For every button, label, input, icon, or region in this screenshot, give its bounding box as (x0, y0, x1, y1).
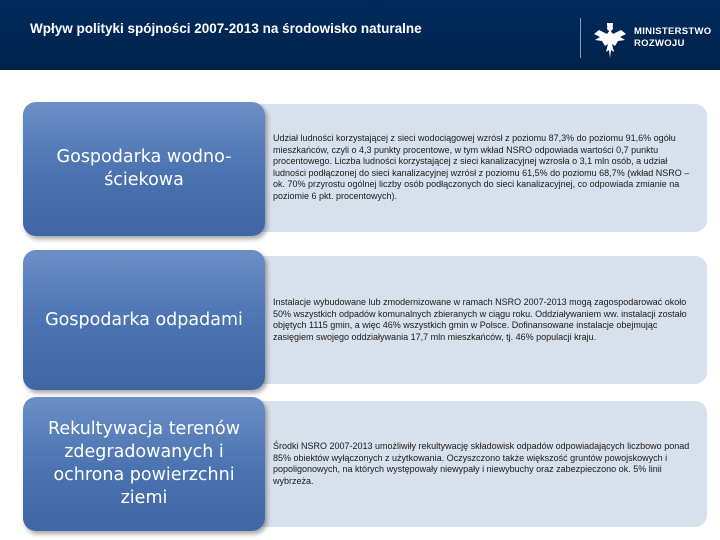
section-label-box (23, 250, 265, 390)
content-panel (245, 401, 707, 527)
section-description: Instalacje wybudowane lub zmodernizowane w ramach NSRO 2007-2013 mogą zagospodarować około 50% wszystkich odpadów komunalnych zbieranych w ciągu roku. Oddziaływaniem ww. instalacji zostało objętych 1115 gmin, a więc 46% wszystkich gmin w Polsce. Dofinansowane instalacje obejmując zasięgiem swojego oddziaływania 17,7 mln mieszkańców, tj. 46% populacji kraju. (273, 296, 687, 342)
page-title: Wpływ polityki spójności 2007-2013 na środowisko naturalne (30, 21, 422, 36)
ministry-line-1: MINISTERSTWO (634, 26, 712, 37)
section-description: Środki NSRO 2007-2013 umożliwiły rekultywację składowisk odpadów odpowiadających liczbowo ponad 85% obiektów wyłączonych z użytkowania. Oczyszczono także większość gruntów powojskowych i popoligonowych, na których występowały niewypały i niewybuchy oraz zabezpieczono ok. 5% linii wybrzeża. (273, 440, 690, 486)
section-description: Udział ludności korzystającej z sieci wodociągowej wzrósł z poziomu 87,3% do poziomu 91,6% ogółu mieszkańców, czyli o 4,3 punkty procentowe, w tym wkład NSRO odpowiada wartości 0,7 punktu procentowego. Liczba ludności korzystającej z sieci kanalizacyjnej wzrosła o 3,1 mln osób, a udział ludności podłączonej do sieci kanalizacyjnej wzrósł z poziomu 61,5% do poziomu 68,7% (wkład NSRO – ok. 70% przyrostu ogólnej liczby osób podłączonych do sieci kanalizacyjnej, co odpowiada zmianie na poziomie 6 pkt. procentowych). (273, 133, 690, 202)
section-label: Gospodarka wodno-ściekowa (56, 147, 232, 190)
polish-eagle-emblem-icon (593, 22, 627, 60)
ministry-line-2: ROZWOJU (634, 38, 685, 49)
section-reclamation (0, 397, 720, 531)
section-label-box (23, 102, 265, 236)
section-water (0, 98, 720, 238)
header-divider (580, 18, 581, 58)
panel-text (273, 133, 693, 203)
content-panel (245, 104, 707, 232)
section-label-box (23, 397, 265, 531)
panel-text (273, 441, 693, 487)
content-panel (245, 256, 707, 384)
panel-text (273, 297, 693, 343)
header-bar (0, 0, 720, 70)
section-label: Gospodarka odpadami (45, 309, 243, 330)
ministry-logo-text (634, 26, 712, 50)
section-label: Rekultywacja terenów zdegradowanych i ochrona powierzchni ziemi (47, 419, 241, 508)
section-waste (0, 250, 720, 390)
